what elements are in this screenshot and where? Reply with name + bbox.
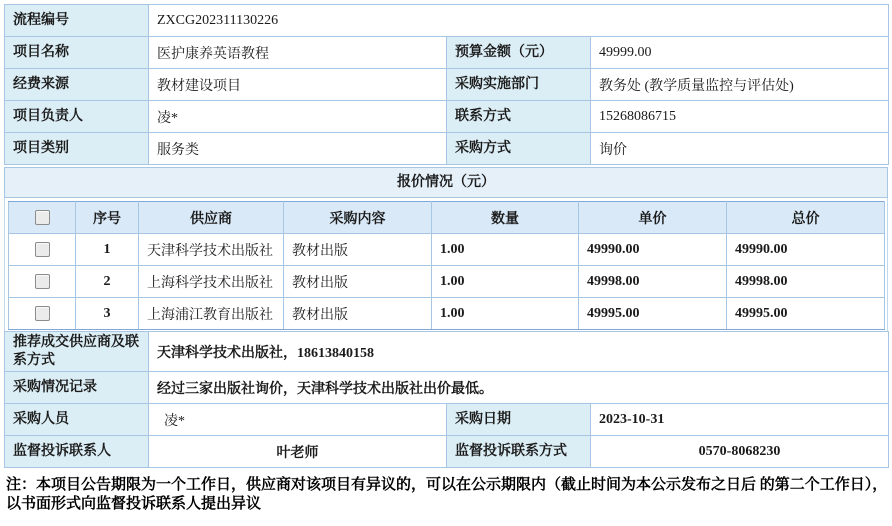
supplier-name: 上海浦江教育出版社 (139, 298, 284, 330)
total-price: 49995.00 (727, 298, 885, 330)
row-leader-contact (5, 101, 889, 133)
implementing-department-label: 采购实施部门 (447, 69, 591, 101)
quote-table (8, 201, 885, 330)
row-checkbox[interactable] (35, 306, 50, 321)
procurement-staff-value: 凌* (149, 404, 447, 436)
recommended-supplier-label: 推荐成交供应商及联系方式 (5, 332, 149, 372)
col-header-supplier: 供应商 (139, 202, 284, 234)
row-buyer-date (5, 404, 889, 436)
select-all-cell (9, 202, 76, 234)
supervision-contact-value: 叶老师 (149, 436, 447, 468)
quote-row-1 (9, 234, 885, 266)
row-1-checkbox-cell (9, 234, 76, 266)
budget-amount-label: 预算金额（元） (447, 37, 591, 69)
procurement-date-value: 2023-10-31 (591, 404, 889, 436)
project-name-value: 医护康养英语教程 (149, 37, 447, 69)
funding-source-label: 经费来源 (5, 69, 149, 101)
project-category-value: 服务类 (149, 133, 447, 165)
quote-section-title: 报价情况（元） (4, 167, 888, 198)
row-no: 3 (76, 298, 139, 330)
contact-method-label: 联系方式 (447, 101, 591, 133)
quantity: 1.00 (432, 298, 579, 330)
row-funding-department (5, 69, 889, 101)
procurement-method-value: 询价 (591, 133, 889, 165)
quantity: 1.00 (432, 266, 579, 298)
row-no: 1 (76, 234, 139, 266)
col-header-content: 采购内容 (284, 202, 432, 234)
select-all-checkbox[interactable] (35, 210, 50, 225)
project-leader-label: 项目负责人 (5, 101, 149, 133)
process-number-label: 流程编号 (5, 5, 149, 37)
procurement-staff-label: 采购人员 (5, 404, 149, 436)
recommended-supplier-value: 天津科学技术出版社，18613840158 (149, 332, 889, 372)
funding-source-value: 教材建设项目 (149, 69, 447, 101)
summary-table (4, 331, 889, 468)
total-price: 49998.00 (727, 266, 885, 298)
row-process-number (5, 5, 889, 37)
row-procurement-record (5, 372, 889, 404)
process-number-value: ZXCG202311130226 (149, 5, 889, 37)
project-name-label: 项目名称 (5, 37, 149, 69)
col-header-qty: 数量 (432, 202, 579, 234)
quote-table-container (4, 198, 888, 331)
row-2-checkbox-cell (9, 266, 76, 298)
quantity: 1.00 (432, 234, 579, 266)
total-price: 49990.00 (727, 234, 885, 266)
project-info-table (4, 4, 889, 165)
quote-row-2 (9, 266, 885, 298)
unit-price: 49990.00 (579, 234, 727, 266)
project-leader-value: 凌* (149, 101, 447, 133)
procurement-record-value: 经过三家出版社询价，天津科学技术出版社出价最低。 (149, 372, 889, 404)
procurement-content: 教材出版 (284, 234, 432, 266)
supplier-name: 天津科学技术出版社 (139, 234, 284, 266)
quote-row-3 (9, 298, 885, 330)
row-checkbox[interactable] (35, 242, 50, 257)
procurement-method-label: 采购方式 (447, 133, 591, 165)
project-category-label: 项目类别 (5, 133, 149, 165)
row-project-name-budget (5, 37, 889, 69)
supervision-phone-value: 0570-8068230 (591, 436, 889, 468)
supplier-name: 上海科学技术出版社 (139, 266, 284, 298)
contact-method-value: 15268086715 (591, 101, 889, 133)
row-checkbox[interactable] (35, 274, 50, 289)
col-header-total-price: 总价 (727, 202, 885, 234)
row-supervision-contact (5, 436, 889, 468)
procurement-date-label: 采购日期 (447, 404, 591, 436)
quote-header-row (9, 202, 885, 234)
implementing-department-value: 教务处 (教学质量监控与评估处) (591, 69, 889, 101)
col-header-no: 序号 (76, 202, 139, 234)
supervision-contact-label: 监督投诉联系人 (5, 436, 149, 468)
row-no: 2 (76, 266, 139, 298)
supervision-phone-label: 监督投诉联系方式 (447, 436, 591, 468)
row-category-method (5, 133, 889, 165)
unit-price: 49998.00 (579, 266, 727, 298)
col-header-unit-price: 单价 (579, 202, 727, 234)
procurement-content: 教材出版 (284, 266, 432, 298)
row-3-checkbox-cell (9, 298, 76, 330)
announcement-note: 注：本项目公告期限为一个工作日，供应商对该项目有异议的，可以在公示期限内（截止时间为本公示发布之日后 的第二个工作日），以书面形式向监督投诉联系人提出异议 (6, 477, 888, 513)
budget-amount-value: 49999.00 (591, 37, 889, 69)
unit-price: 49995.00 (579, 298, 727, 330)
row-recommended-supplier (5, 332, 889, 372)
procurement-content: 教材出版 (284, 298, 432, 330)
procurement-record-label: 采购情况记录 (5, 372, 149, 404)
